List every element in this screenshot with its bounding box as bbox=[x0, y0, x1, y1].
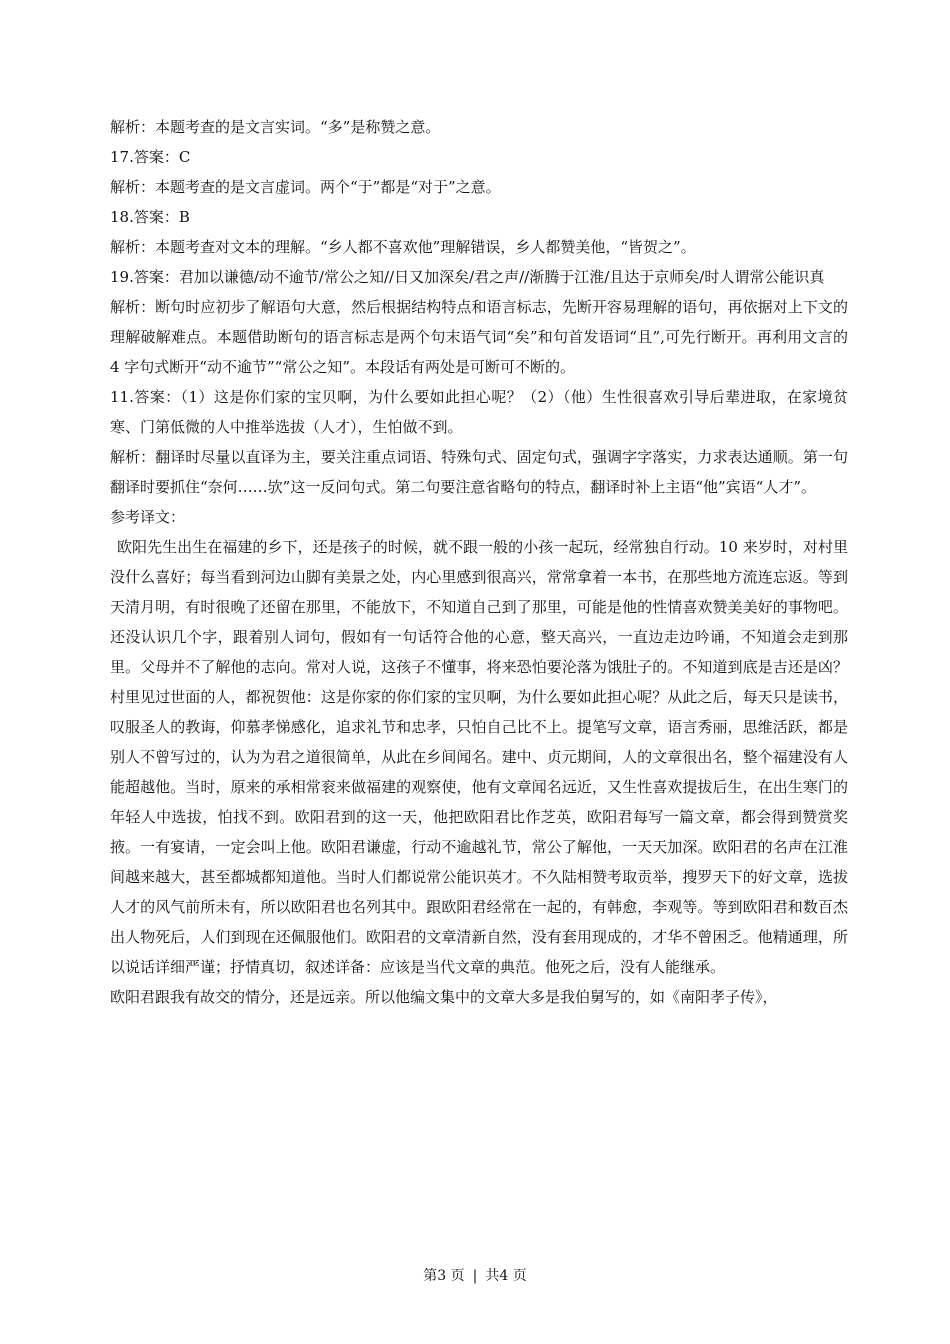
analysis-q18: 解析：本题考查对文本的理解。“乡人都不喜欢他”理解错误，乡人都赞美他，“皆贺之”。 bbox=[110, 238, 696, 256]
page-footer bbox=[0, 1266, 950, 1286]
translation-paragraph-2: 欧阳君跟我有故交的情分，还是远亲。所以他编文集中的文章大多是我伯舅写的，如《南阳孝子传》， bbox=[110, 988, 778, 1006]
analysis-q16: 解析：本题考查的是文言实词。“多”是称赞之意。 bbox=[110, 118, 441, 136]
page-total: 共4 页 bbox=[485, 1268, 527, 1284]
analysis-q11: 解析：翻译时尽量以直译为主，要关注重点词语、特殊句式、固定句式，强调字字落实，力求表达通顺。第一句翻译时要抓住“奈何……欤”这一反问句式。第二句要注意省略句的特点，翻译时补上主语“他”宾语“人才”。 bbox=[110, 448, 848, 496]
footer-separator: | bbox=[472, 1268, 478, 1284]
answer-q18: 18.答案：B bbox=[110, 208, 190, 226]
answer-q19: 19.答案：君加以谦德/动不逾节/常公之知//日又加深矣/君之声//渐腾于江淮/且达于京师矣/时人谓常公能识真 bbox=[110, 268, 825, 286]
answer-q17: 17.答案：C bbox=[110, 148, 191, 166]
translation-paragraph-1: 欧阳先生出生在福建的乡下，还是孩子的时候，就不跟一般的小孩一起玩，经常独自行动。10 来岁时，对村里没什么喜好；每当看到河边山脚有美景之处，内心里感到很高兴，常常拿着一本书，在那些地方流连忘返。等到天清月明，有时很晚了还留在那里，不能放下，不知道自己到了那里，可能是他的性情喜欢赞美美好的事物吧。还没认识几个字，跟着别人词句，假如有一句话符合他的心意，整天高兴，一直边走边吟诵，不知道会走到那里。父母并不了解他的志向。常对人说，这孩子不懂事，将来恐怕要沦落为饿肚子的。不知道到底是吉还是凶？村里见过世面的人，都祝贺他：这是你家的你们家的宝贝啊，为什么要如此担心呢？从此之后，每天只是读书，叹服圣人的教诲，仰慕孝悌感化，追求礼节和忠孝，只怕自己比不上。提笔写文章，语言秀丽，思维活跃，都是别人不曾写过的，认为为君之道很简单，从此在乡间闻名。建中、贞元期间，人的文章很出名，整个福建没有人能超越他。当时，原来的承相常衮来做福建的观察使，他有文章闻名远近，又生性喜欢提拔后生，在出生寒门的年轻人中选拔，怕找不到。欧阳君到的这一天，他把欧阳君比作芝英，欧阳君每写一篇文章，都会得到赞赏奖掖。一有宴请，一定会叫上他。欧阳君谦虚，行动不逾越礼节，常公了解他，一天天加深。欧阳君的名声在江淮间越来越大，甚至都城都知道他。当时人们都说常公能识英才。不久陆相赞考取贡举，搜罗天下的好文章，选拔人才的风气前所未有，所以欧阳君也名列其中。跟欧阳君经常在一起的，有韩愈，李观等。等到欧阳君和数百杰出人物死后，人们到现在还佩服他们。欧阳君的文章清新自然，没有套用现成的，才华不曾困乏。他精通理，所以说话详细严谨；抒情真切，叙述详备：应该是当代文章的典范。他死之后，没有人能继承。 bbox=[110, 538, 848, 976]
analysis-q19: 解析：断句时应初步了解语句大意，然后根据结构特点和语言标志，先断开容易理解的语句，再依据对上下文的理解破解难点。本题借助断句的语言标志是两个句末语气词“矣”和句首发语词“且”,可先行断开。再利用文言的 4 字句式断开“动不逾节”“常公之知”。本段话有两处是可断可不断的。 bbox=[110, 298, 848, 376]
page-number: 第3 页 bbox=[423, 1268, 465, 1284]
page-body bbox=[110, 112, 848, 1012]
answer-q11: 11.答案：（1）这是你们家的宝贝啊，为什么要如此担心呢？（2）（他）生性很喜欢引导后辈进取，在家境贫寒、门第低微的人中推举选拔（人才），生怕做不到。 bbox=[110, 388, 848, 436]
analysis-q17: 解析：本题考查的是文言虚词。两个“于”都是“对于”之意。 bbox=[110, 178, 501, 196]
translation-heading: 参考译文： bbox=[110, 508, 186, 526]
